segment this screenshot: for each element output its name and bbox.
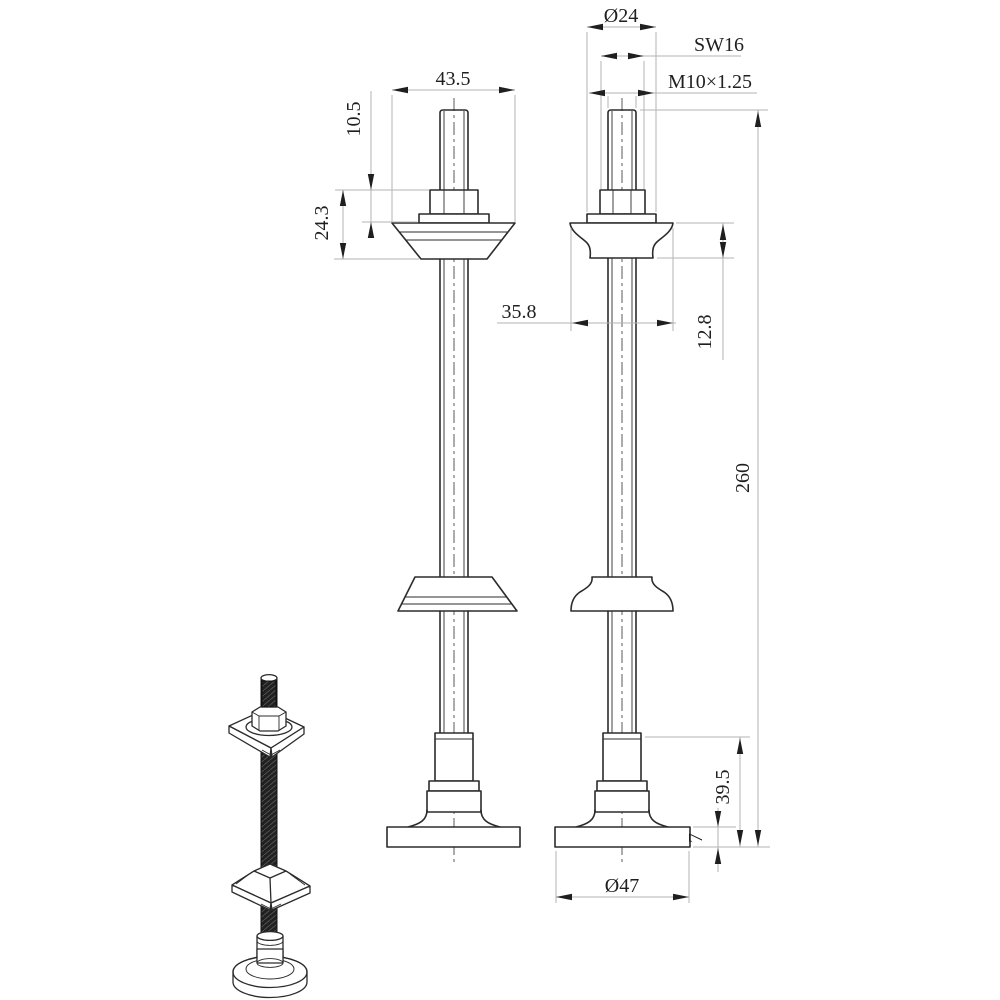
dim-base-thickness bbox=[685, 808, 736, 872]
dim-label-cap-height: 12.8 bbox=[694, 314, 716, 350]
dim-label-washer-diameter: Ø24 bbox=[603, 5, 639, 27]
dim-washer-diameter bbox=[587, 5, 656, 212]
dim-label-nut-to-cap-bottom: 24.3 bbox=[311, 205, 333, 241]
side-foot bbox=[555, 733, 690, 847]
side-lower-cap bbox=[571, 577, 673, 611]
side-view bbox=[555, 98, 690, 862]
dimensions bbox=[311, 5, 770, 903]
dim-nut-height bbox=[335, 91, 429, 238]
dim-label-base-diameter: Ø47 bbox=[604, 875, 640, 897]
dim-label-foot-height: 39.5 bbox=[712, 769, 734, 805]
front-upper-cap bbox=[392, 223, 515, 259]
iso-rod-above-nut bbox=[262, 681, 276, 707]
iso-sleeve-lower bbox=[257, 949, 283, 963]
front-lower-cap bbox=[398, 577, 517, 611]
dim-label-thread-spec: M10×1.25 bbox=[667, 71, 753, 93]
dim-label-base-thickness: 7 bbox=[685, 833, 707, 843]
front-hex-nut bbox=[430, 190, 478, 214]
side-upper-cap bbox=[570, 223, 673, 258]
isometric-view bbox=[229, 675, 310, 998]
iso-foot bbox=[233, 932, 307, 998]
dim-cap-height bbox=[657, 223, 734, 360]
front-view bbox=[387, 98, 520, 862]
dim-label-wrench-size: SW16 bbox=[694, 34, 744, 56]
dim-base-diameter bbox=[556, 851, 689, 903]
iso-rod-tip bbox=[261, 675, 277, 682]
front-foot bbox=[387, 733, 520, 847]
iso-lower-flange bbox=[232, 864, 310, 910]
dim-label-overall-length: 260 bbox=[732, 463, 754, 493]
dim-label-cap-side-width: 35.8 bbox=[501, 301, 537, 323]
dim-label-nut-height: 10.5 bbox=[343, 101, 365, 137]
iso-top-plate bbox=[229, 681, 304, 757]
dim-thread-spec bbox=[589, 71, 757, 108]
dim-label-cap-front-width: 43.5 bbox=[435, 68, 471, 90]
iso-hex-nut bbox=[252, 707, 286, 731]
dim-overall-length bbox=[640, 110, 770, 847]
side-hex-nut bbox=[600, 190, 645, 214]
